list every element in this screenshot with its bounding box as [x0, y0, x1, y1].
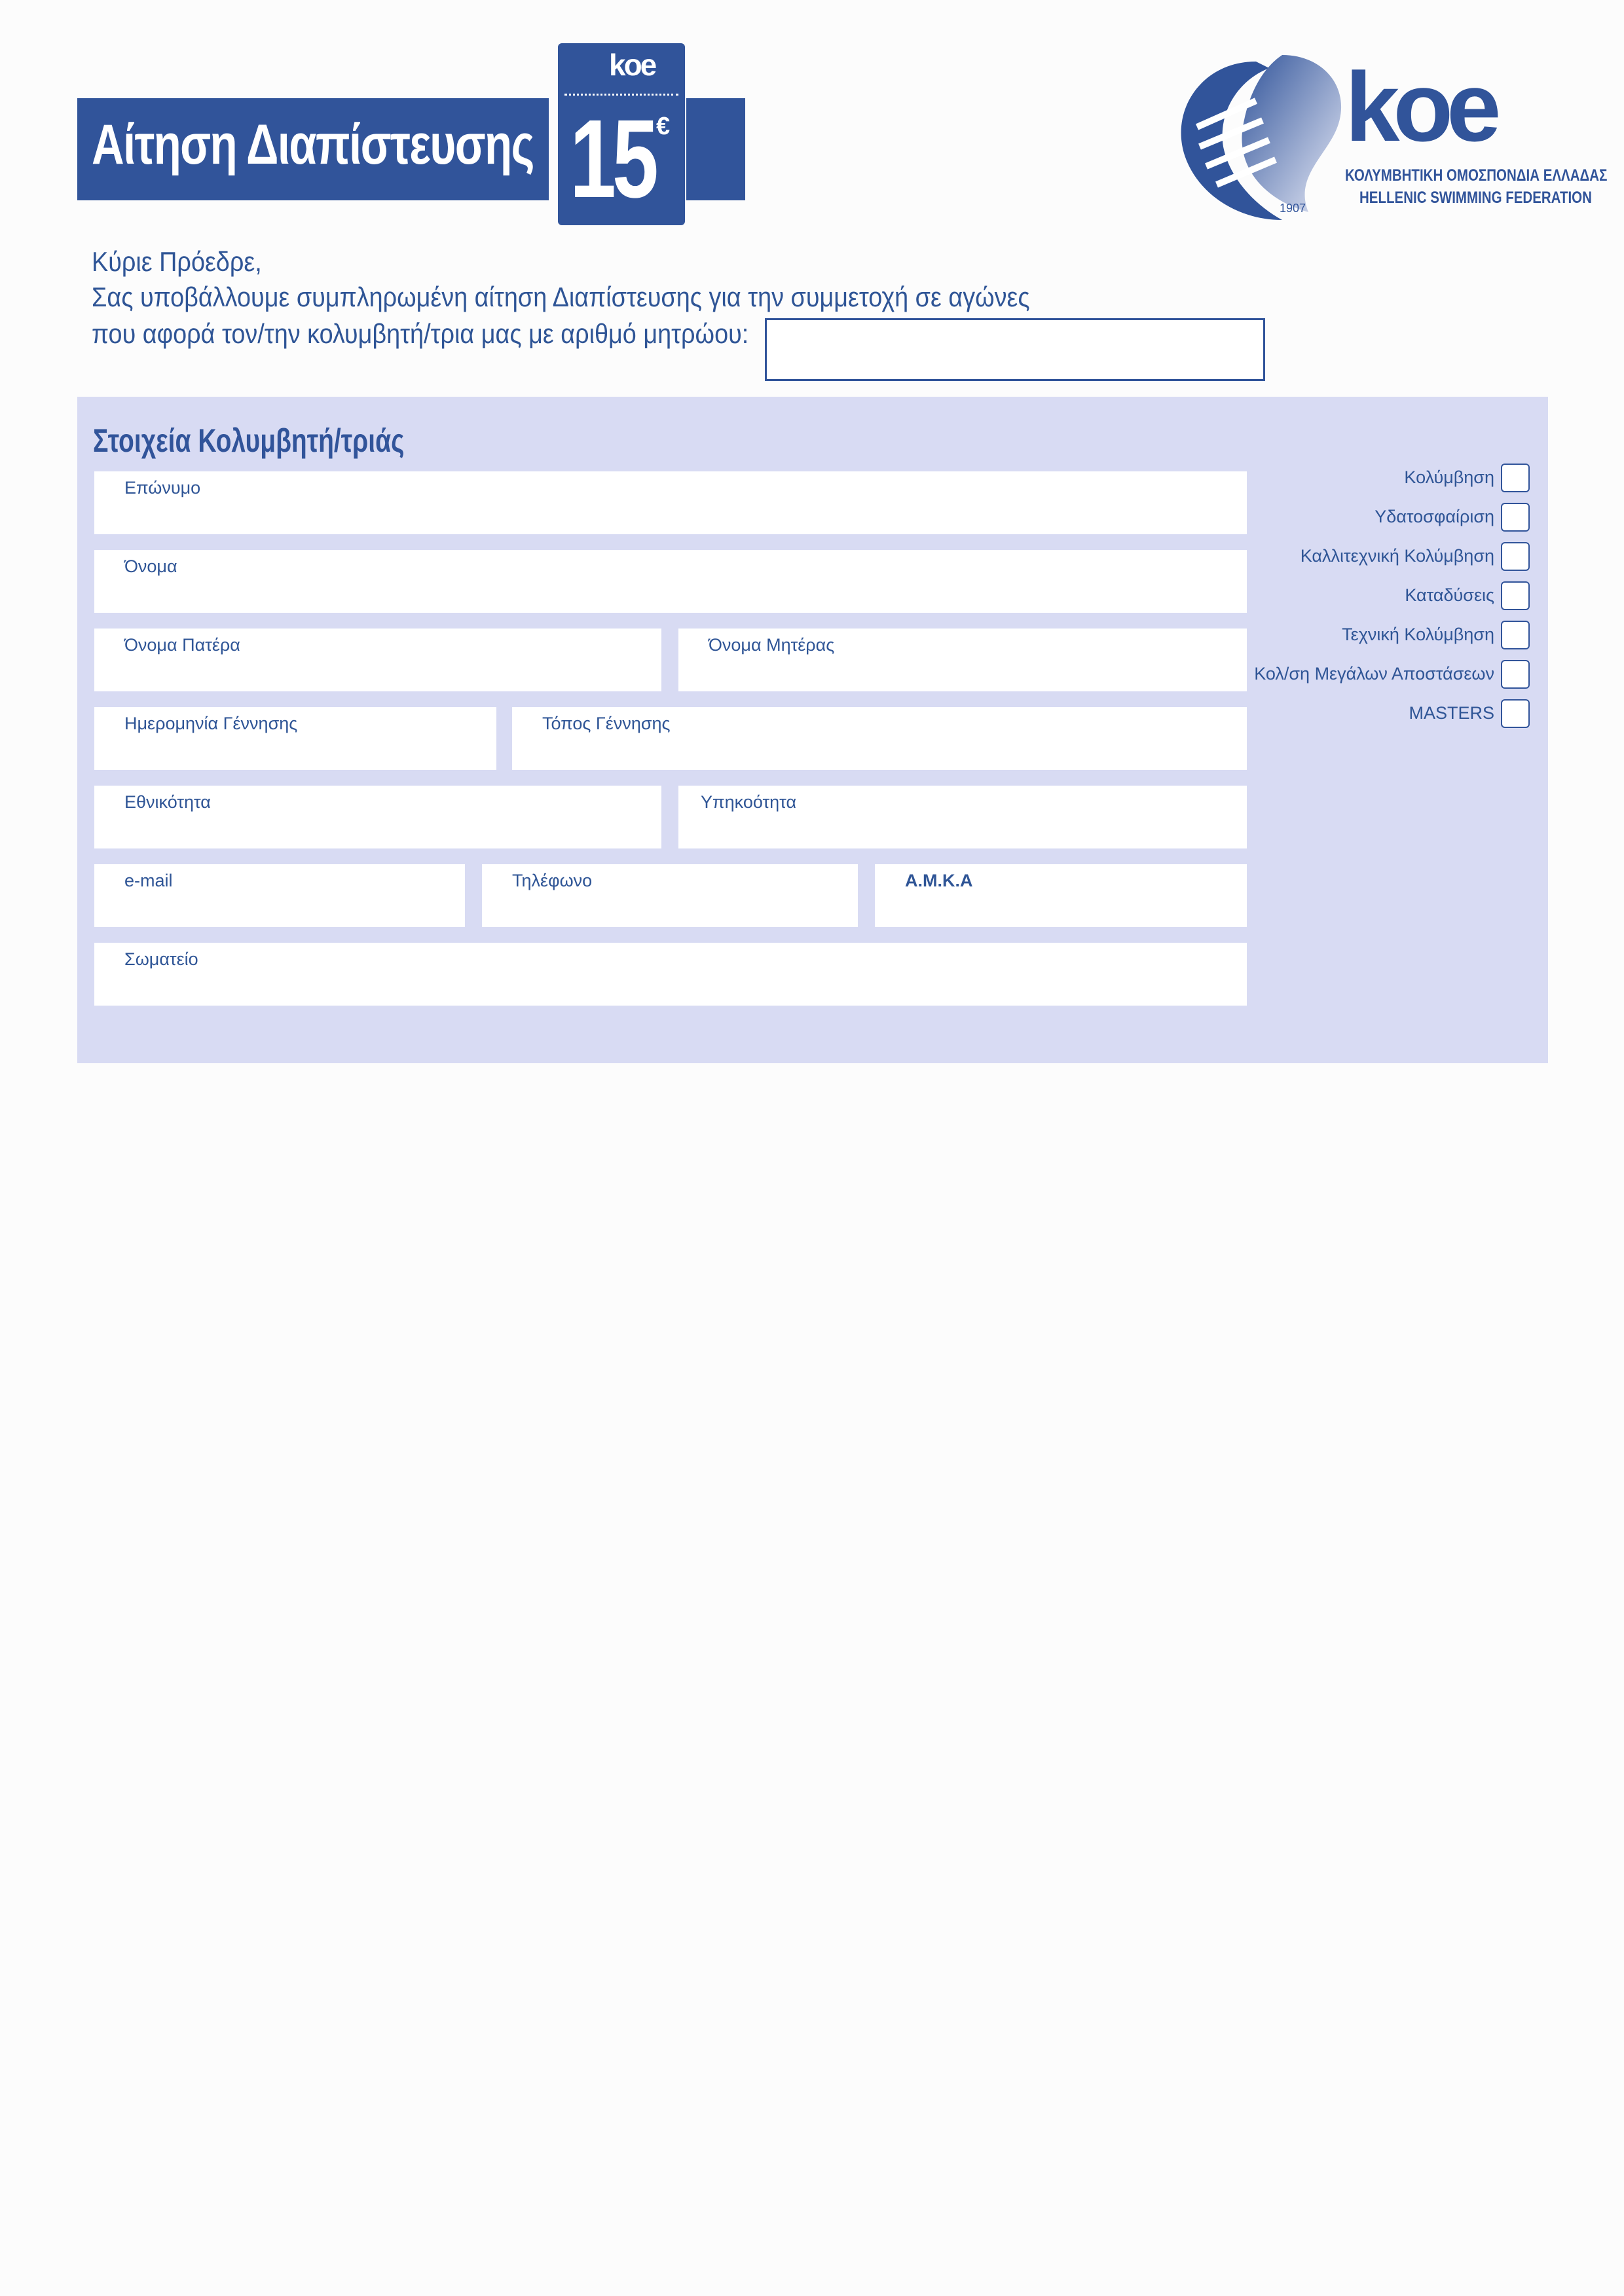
checkbox-diving[interactable] [1501, 581, 1530, 610]
amka-label: Α.Μ.Κ.Α [905, 871, 973, 890]
checkbox-technical-swimming[interactable] [1501, 621, 1530, 649]
citizenship-field[interactable] [678, 786, 1247, 848]
federation-name-english: HELLENIC SWIMMING FEDERATION [1359, 189, 1592, 207]
federation-logo-text: koe [1345, 52, 1495, 162]
sport-label-swimming: Κολύμβηση [1404, 467, 1494, 487]
price-tag-divider [564, 94, 678, 96]
sport-label-water-polo: Υδατοσφαίριση [1375, 507, 1494, 526]
surname-label: Επώνυμο [124, 478, 201, 498]
name-label: Όνομα [124, 556, 177, 576]
amka-field[interactable] [875, 864, 1247, 927]
club-label: Σωματείο [124, 949, 198, 969]
title-band-end [686, 98, 745, 200]
currency-symbol: € [656, 113, 671, 140]
citizenship-label: Υπηκοότητα [701, 792, 797, 812]
registry-number-label: που αφορά τον/την κολυμβητή/τρια μας με αριθμό μητρώου: [92, 318, 749, 349]
salutation: Κύριε Πρόεδρε, [92, 246, 262, 277]
club-field[interactable] [94, 943, 1247, 1006]
name-field[interactable] [94, 550, 1247, 613]
sport-label-open-water: Κολ/ση Μεγάλων Αποστάσεων [1254, 664, 1494, 683]
federation-name-greek: ΚΟΛΥΜΒΗΤΙΚΗ ΟΜΟΣΠΟΝΔΙΑ ΕΛΛΑΔΑΣ [1345, 166, 1608, 185]
phone-label: Τηλέφωνο [512, 871, 593, 890]
checkbox-open-water[interactable] [1501, 660, 1530, 689]
checkbox-water-polo[interactable] [1501, 503, 1530, 532]
sport-label-diving: Καταδύσεις [1405, 585, 1494, 605]
sport-label-artistic-swimming: Καλλιτεχνική Κολύμβηση [1300, 546, 1494, 566]
father-name-label: Όνομα Πατέρα [124, 635, 240, 655]
nationality-label: Εθνικότητα [124, 792, 211, 812]
email-label: e-mail [124, 871, 173, 890]
nationality-field[interactable] [94, 786, 661, 848]
birth-date-label: Ημερομηνία Γέννησης [124, 714, 298, 733]
page-title: Αίτηση Διαπίστευσης [92, 113, 534, 176]
email-field[interactable] [94, 864, 465, 927]
surname-field[interactable] [94, 471, 1247, 534]
birth-place-field[interactable] [512, 707, 1247, 770]
phone-field[interactable] [482, 864, 858, 927]
sport-label-masters: MASTERS [1409, 703, 1494, 723]
birth-place-label: Τόπος Γέννησης [542, 714, 671, 733]
price-value: 15 [570, 97, 655, 221]
price-tag-logo: koe [609, 48, 655, 82]
federation-year: 1907 [1280, 202, 1306, 215]
intro-text: Σας υποβάλλουμε συμπληρωμένη αίτηση Διαπίστευσης για την συμμετοχή σε αγώνες [92, 282, 1030, 312]
birth-date-field[interactable] [94, 707, 496, 770]
father-name-field[interactable] [94, 629, 661, 691]
section-title: Στοιχεία Κολυμβητή/τριάς [93, 422, 405, 459]
checkbox-swimming[interactable] [1501, 464, 1530, 492]
checkbox-masters[interactable] [1501, 699, 1530, 728]
mother-name-label: Όνομα Μητέρας [709, 635, 835, 655]
checkbox-artistic-swimming[interactable] [1501, 542, 1530, 571]
registry-number-input[interactable] [765, 318, 1265, 381]
mother-name-field[interactable] [678, 629, 1247, 691]
sport-label-technical-swimming: Τεχνική Κολύμβηση [1342, 625, 1494, 644]
